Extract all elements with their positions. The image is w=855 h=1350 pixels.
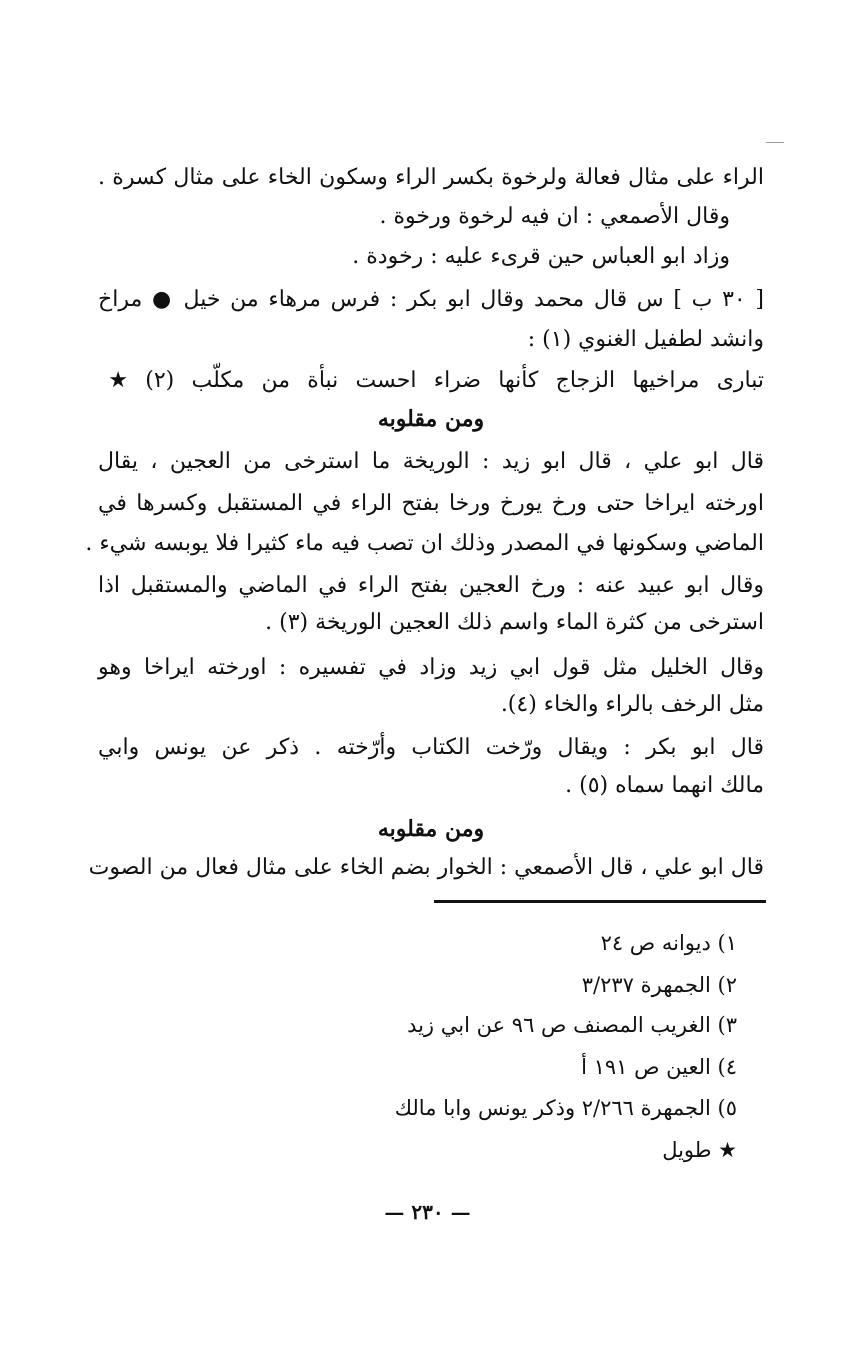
footnote: ★ طويل [662, 1138, 737, 1162]
text-line: قال ابو علي ، قال الأصمعي : الخوار بضم الخاء على مثال فعال من الصوت [88, 855, 764, 880]
footnote: ١) ديوانه ص ٢٤ [600, 931, 737, 955]
text-line: مالك انهما سماه (٥) . [565, 773, 764, 798]
text-line: الراء على مثال فعالة ولرخوة بكسر الراء وسكون الخاء على مثال كسرة . [98, 165, 764, 190]
text-line: وانشد لطفيل الغنوي (١) : [527, 327, 764, 352]
text-line: استرخى من كثرة الماء واسم ذلك العجين الوريخة (٣) . [265, 610, 764, 635]
text-line: وقال ابو عبيد عنه : ورخ العجين بفتح الراء في الماضي والمستقبل اذا [98, 573, 764, 598]
text-line: اورخته ايراخا حتى ورخ يورخ ورخا بفتح الراء في المستقبل وكسرها في [98, 491, 764, 516]
text-line: الماضي وسكونها في المصدر وذلك ان تصب فيه ماء كثيرا فلا يوبسه شيء . [85, 531, 764, 556]
text-line: قال ابو بكر : ويقال ورّخت الكتاب وأرّخته . ذكر عن يونس وابي [98, 735, 764, 760]
text-line: وزاد ابو العباس حين قرىء عليه : رخودة . [352, 244, 730, 269]
footnote-separator [434, 900, 766, 903]
footnote: ٥) الجمهرة ٢/٢٦٦ وذكر يونس وابا مالك [394, 1096, 737, 1120]
text-line: وقال الأصمعي : ان فيه لرخوة ورخوة . [379, 204, 730, 229]
verse-line: تبارى مراخيها الزجاج كأنها ضراء احست نبأة من مكلّب (٢) ★ [98, 368, 764, 393]
footnote: ٤) العين ص ١٩١ أ [581, 1055, 737, 1079]
text-line: وقال الخليل مثل قول ابي زيد وزاد في تفسيره : اورخته ايراخا وهو [98, 655, 764, 680]
footnote: ٣) الغريب المصنف ص ٩٦ عن ابي زيد [407, 1013, 737, 1037]
section-heading: ومن مقلوبه [377, 816, 485, 842]
footnote: ٢) الجمهرة ٣/٢٣٧ [581, 973, 737, 997]
section-heading: ومن مقلوبه [377, 406, 485, 432]
text-line: [ ٣٠ ب ] س قال محمد وقال ابو بكر : فرس مرهاء من خيل ● مراخ [98, 287, 765, 312]
top-rule [766, 142, 784, 143]
page-number: — ٢٣٠ — [384, 1200, 471, 1224]
text-line: قال ابو علي ، قال ابو زيد : الوريخة ما استرخى من العجين ، يقال [98, 449, 764, 474]
text-line: مثل الرخف بالراء والخاء (٤). [500, 692, 764, 717]
